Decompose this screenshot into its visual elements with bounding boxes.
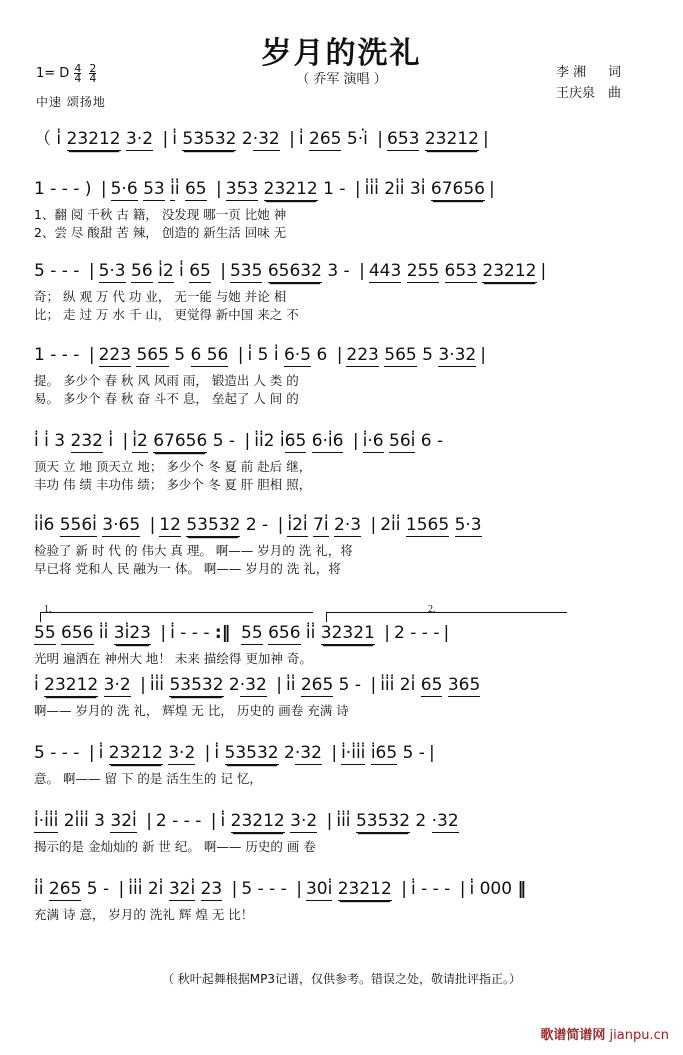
composer-role: 曲	[607, 86, 621, 101]
singer-line: （ 乔军 演唱 ）	[296, 72, 387, 87]
notation-line: 5 - - - | i · 23212 3·2 | i · 53532 2·32 | i ··i ·i ·i · i ·65 5 - |	[34, 740, 654, 766]
notation-line: 55 656 i ·i · 3i ·23 | i · - - - :‖ 55 656 i ·i · 32321 | 2 - - - |	[34, 620, 654, 646]
lyric-line: 易。 多少个 春 秋 奋 斗不 息， 垒起了 人 间 的	[34, 391, 299, 406]
time-signature-2: $\frac{2}{4}$	[89, 62, 97, 85]
footer-note: （ 秋叶起舞根据MP3记谱，仅供参考。错误之处，敬请批评指正。）	[161, 972, 522, 986]
lyric-line: 比； 走 过 万 水 千 山， 更觉得 新中国 来之 不	[34, 307, 299, 322]
lyric-line: 啊—— 岁月的 洗 礼， 辉煌 无 比， 历史的 画卷 充满 诗	[34, 703, 349, 718]
notation-line: 1 - - - | 223 565 5 6 56 | i · 5 i · 6·5 6 | 223 565 5 3·32 |	[34, 342, 654, 368]
notation-line: i · i · 3 232 i · | i ·2 67656 5 - | i ·i ·2 i ·65 6·i ·6 | i ··6 56i · 6 -	[34, 428, 654, 454]
notation-line: i ··i ·i ·i · 2i ·i ·i · 3 32i · | 2 - - - | i · 23212 3·2 | i ·i ·i · 53532 2 ·32	[34, 808, 654, 834]
lyricist-name: 李 湘	[555, 65, 587, 80]
music-system-10	[34, 808, 654, 856]
lyricist-role: 词	[607, 65, 621, 80]
lyric-line: 充满 诗 意， 岁月的 洗礼 辉 煌 无 比！	[34, 907, 254, 922]
music-system-2	[34, 176, 654, 242]
site-watermark	[540, 1024, 669, 1043]
site-name-en: jianpu.cn	[609, 1028, 669, 1043]
music-system-1	[34, 126, 654, 152]
composer-name: 王庆泉	[555, 86, 595, 101]
lyric-line: 2、尝 尽 酸甜 苦 辣， 创造的 新生活 回味 无	[34, 225, 287, 240]
lyric-line: 提。 多少个 春 秋 风 风雨 雨， 锻造出 人 类 的	[34, 373, 299, 388]
music-system-6	[34, 512, 654, 578]
notation-line: i · 23212 3·2 | i ·i ·i · 53532 2·32 | i ·i · 265 5 - | i ·i ·i · 2i · 65 365	[34, 672, 654, 698]
music-system-11	[34, 876, 654, 924]
lyric-line: 奇； 纵 观 万 代 功 业， 无一能 与她 并论 相	[34, 289, 287, 304]
notation-line: i ·i · 265 5 - | i ·i ·i · 2i · 32i · 23 | 5 - - - | 30i · 23212 | i · - - - | i · 000 ‖	[34, 876, 654, 902]
ending-1-label: 1.	[44, 604, 52, 615]
music-system-9	[34, 740, 654, 788]
notation-line: 1 - - - ) | 5·6 53 i ·i · 65 | 353 23212 1 - | i ·i ·i · 2i ·i · 3i · 67656 |	[34, 176, 654, 202]
music-system-5	[34, 428, 654, 494]
credits-block	[556, 62, 621, 104]
notation-line: （ i · 23212 3·2 | i · 53532 2·32 | i · 265 5·i · | 653 23212 |	[34, 126, 654, 152]
music-system-7	[34, 604, 654, 668]
notation-line: i ·i ·6 556i · 3·65 | 12 53532 2 - | i ·2i · 7i · 2·3 | 2i ·i · 1565 5·3	[34, 512, 654, 538]
lyric-line: 检验了 新 时 代 的 伟大 真 理。 啊—— 岁月的 洗 礼，将	[34, 543, 353, 558]
tempo-marking: 中速 颂扬地	[36, 95, 106, 109]
lyric-line: 意。 啊—— 留 下 的是 活生生的 记 忆，	[34, 771, 262, 786]
time-signature-1: $\frac{4}{4}$	[74, 62, 82, 85]
lyric-line: 早已将 党和人 民 融为一 体。 啊—— 岁月的 洗 礼，将	[34, 561, 341, 576]
lyric-line: 揭示的是 金灿灿的 新 世 纪。 啊—— 历史的 画 卷	[34, 839, 316, 854]
lyric-line: 丰功 伟 绩 丰功伟 绩； 多少个 冬 夏 肝 胆相 照，	[34, 477, 312, 492]
site-name-cn: 歌谱简谱网	[540, 1028, 606, 1043]
ending-2-label: 2.	[428, 604, 436, 615]
page-title: 岁月的洗礼	[261, 36, 422, 71]
key-and-meter	[36, 64, 106, 110]
lyric-line: 1、翻 阅 千秋 古 籍， 没发现 哪一页 比她 神	[34, 207, 287, 222]
music-system-3	[34, 258, 654, 324]
music-system-4	[34, 342, 654, 408]
notation-line: 5 - - - | 5·3 56 i ·2 i · 65 | 535 65632 3 - | 443 255 653 23212 |	[34, 258, 654, 284]
music-system-8	[34, 672, 654, 720]
key-signature: 1= D	[36, 66, 70, 81]
lyric-line: 光明 遍洒在 神州大 地！ 未来 描绘得 更加神 奇。	[34, 651, 312, 666]
lyric-line: 顶天 立 地 顶天立 地； 多少个 冬 夏 前 赴后 继，	[34, 459, 312, 474]
